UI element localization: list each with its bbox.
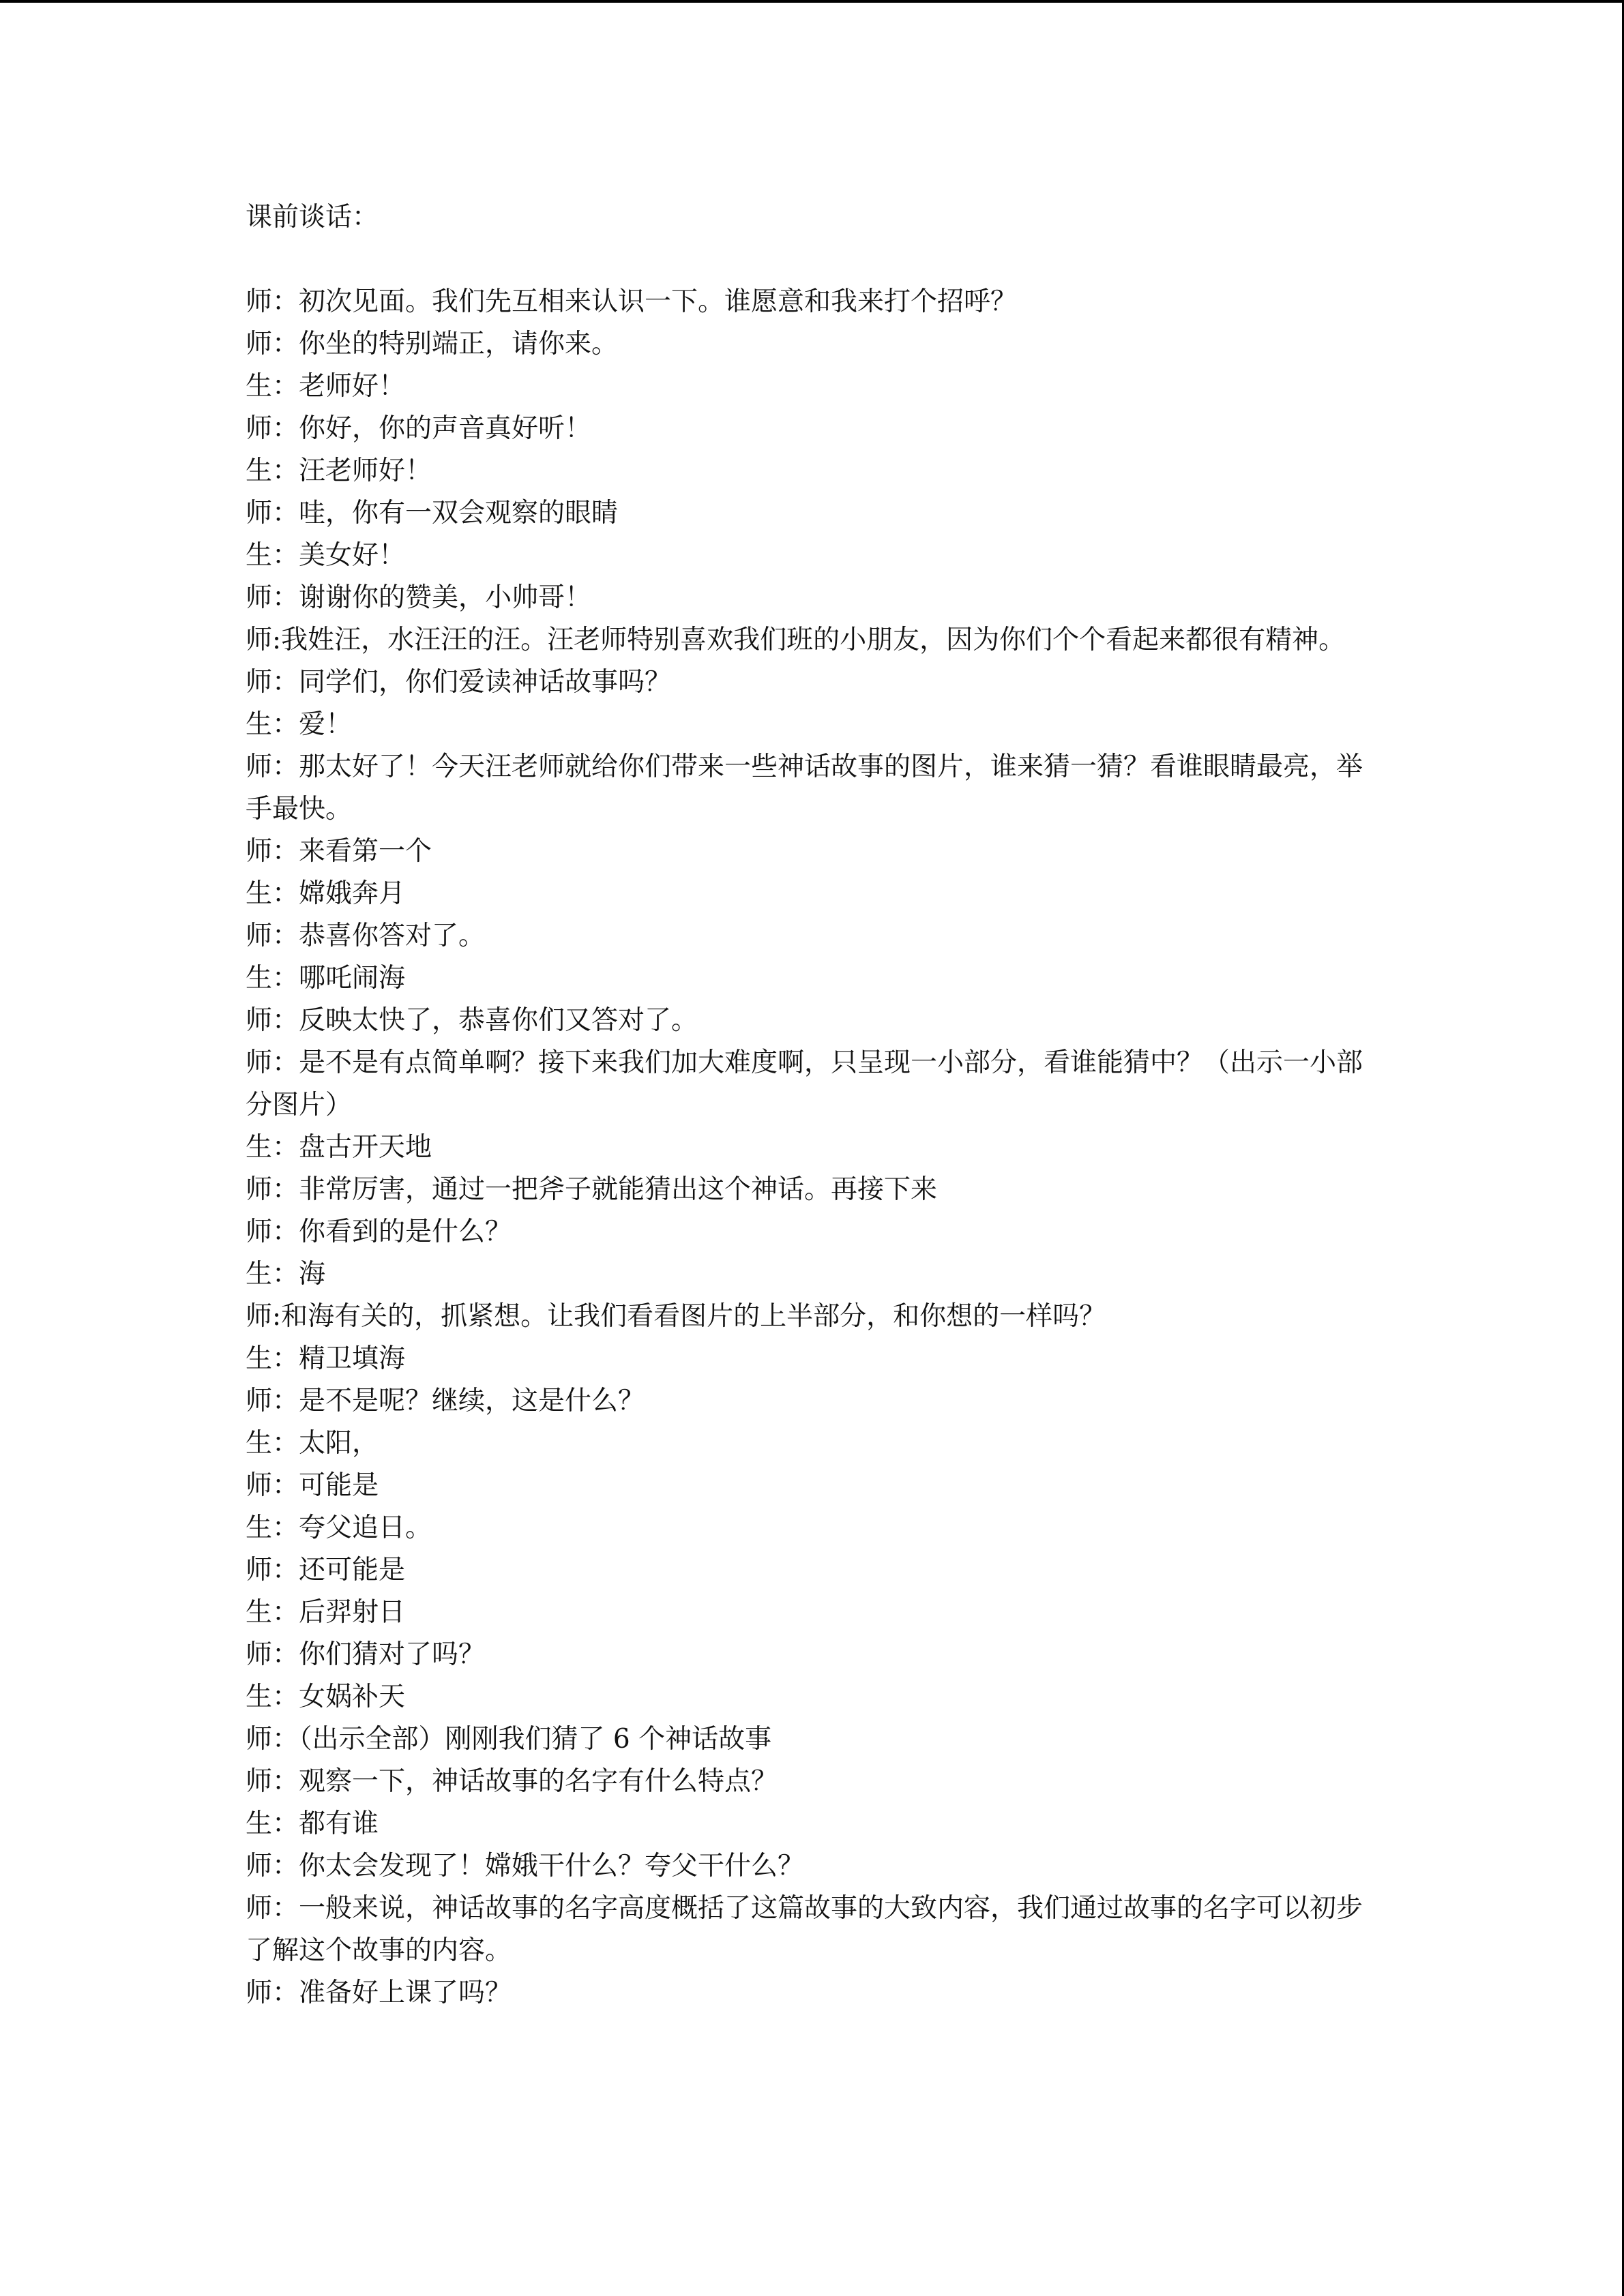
dialogue-line: 师:和海有关的，抓紧想。让我们看看图片的上半部分，和你想的一样吗？ xyxy=(246,1301,1106,1332)
dialogue-line: 师：同学们，你们爱读神话故事吗？ xyxy=(246,667,672,698)
document-body xyxy=(246,196,1381,2014)
document-title: 课前谈话： xyxy=(246,202,379,233)
dialogue-transcript xyxy=(246,281,1381,2014)
dialogue-line: 生：都有谁 xyxy=(246,1808,379,1839)
blank-line xyxy=(246,239,1381,281)
dialogue-line: 师：是不是呢？继续，这是什么？ xyxy=(246,1386,645,1416)
dialogue-line: 师：观察一下，神话故事的名字有什么特点？ xyxy=(246,1766,778,1797)
dialogue-line: 生：女娲补天 xyxy=(246,1682,406,1712)
dialogue-line: 生：太阳， xyxy=(246,1428,379,1459)
dialogue-line: 师：谢谢你的赞美，小帅哥！ xyxy=(246,582,592,613)
dialogue-line: 师：准备好上课了吗？ xyxy=(246,1978,512,2008)
dialogue-line: 生：夸父追日。 xyxy=(246,1512,432,1543)
dialogue-line: 师：你太会发现了！嫦娥干什么？夸父干什么？ xyxy=(246,1851,805,1881)
dialogue-line: 生：爱！ xyxy=(246,709,353,740)
dialogue-line: 生：哪吒闹海 xyxy=(246,963,406,994)
dialogue-line: 师：一般来说，神话故事的名字高度概括了这篇故事的大致内容，我们通过故事的名字可以初步了解这个故事的内容。 xyxy=(246,1893,1363,1966)
dialogue-line: 师：你坐的特别端正，请你来。 xyxy=(246,329,619,359)
dialogue-line: 师：可能是 xyxy=(246,1470,379,1501)
dialogue-line: 生：嫦娥奔月 xyxy=(246,878,406,909)
dialogue-line: 师：你们猜对了吗？ xyxy=(246,1639,486,1670)
dialogue-line: 师:我姓汪，水汪汪的汪。汪老师特别喜欢我们班的小朋友，因为你们个个看起来都很有精神。 xyxy=(246,625,1346,655)
dialogue-line: 师：那太好了！今天汪老师就给你们带来一些神话故事的图片，谁来猜一猜？看谁眼睛最亮，举手最快。 xyxy=(246,751,1363,824)
dialogue-line: 师：非常厉害，通过一把斧子就能猜出这个神话。再接下来 xyxy=(246,1174,938,1205)
dialogue-line: 生：老师好！ xyxy=(246,371,406,402)
dialogue-line: 师：（出示全部）刚刚我们猜了 6 个神话故事 xyxy=(246,1724,772,1755)
dialogue-line: 师：还可能是 xyxy=(246,1555,406,1585)
dialogue-line: 师：哇，你有一双会观察的眼睛 xyxy=(246,498,619,528)
dialogue-line: 生：精卫填海 xyxy=(246,1343,406,1374)
dialogue-line: 师：是不是有点简单啊？接下来我们加大难度啊，只呈现一小部分，看谁能猜中？（出示一小部分图片） xyxy=(246,1047,1363,1120)
page-top-border xyxy=(0,0,1624,3)
dialogue-line: 生：盘古开天地 xyxy=(246,1132,432,1163)
dialogue-line: 师：初次见面。我们先互相来认识一下。谁愿意和我来打个招呼？ xyxy=(246,286,1018,317)
dialogue-line: 生：美女好！ xyxy=(246,540,406,571)
dialogue-line: 师：你看到的是什么？ xyxy=(246,1217,512,1247)
dialogue-line: 师：来看第一个 xyxy=(246,836,432,867)
dialogue-line: 师：反映太快了，恭喜你们又答对了。 xyxy=(246,1005,698,1036)
dialogue-line: 生：后羿射日 xyxy=(246,1597,406,1628)
dialogue-line: 生：汪老师好！ xyxy=(246,456,432,486)
dialogue-line: 生：海 xyxy=(246,1259,326,1289)
dialogue-line: 师：恭喜你答对了。 xyxy=(246,921,486,951)
dialogue-line: 师：你好，你的声音真好听！ xyxy=(246,413,592,444)
